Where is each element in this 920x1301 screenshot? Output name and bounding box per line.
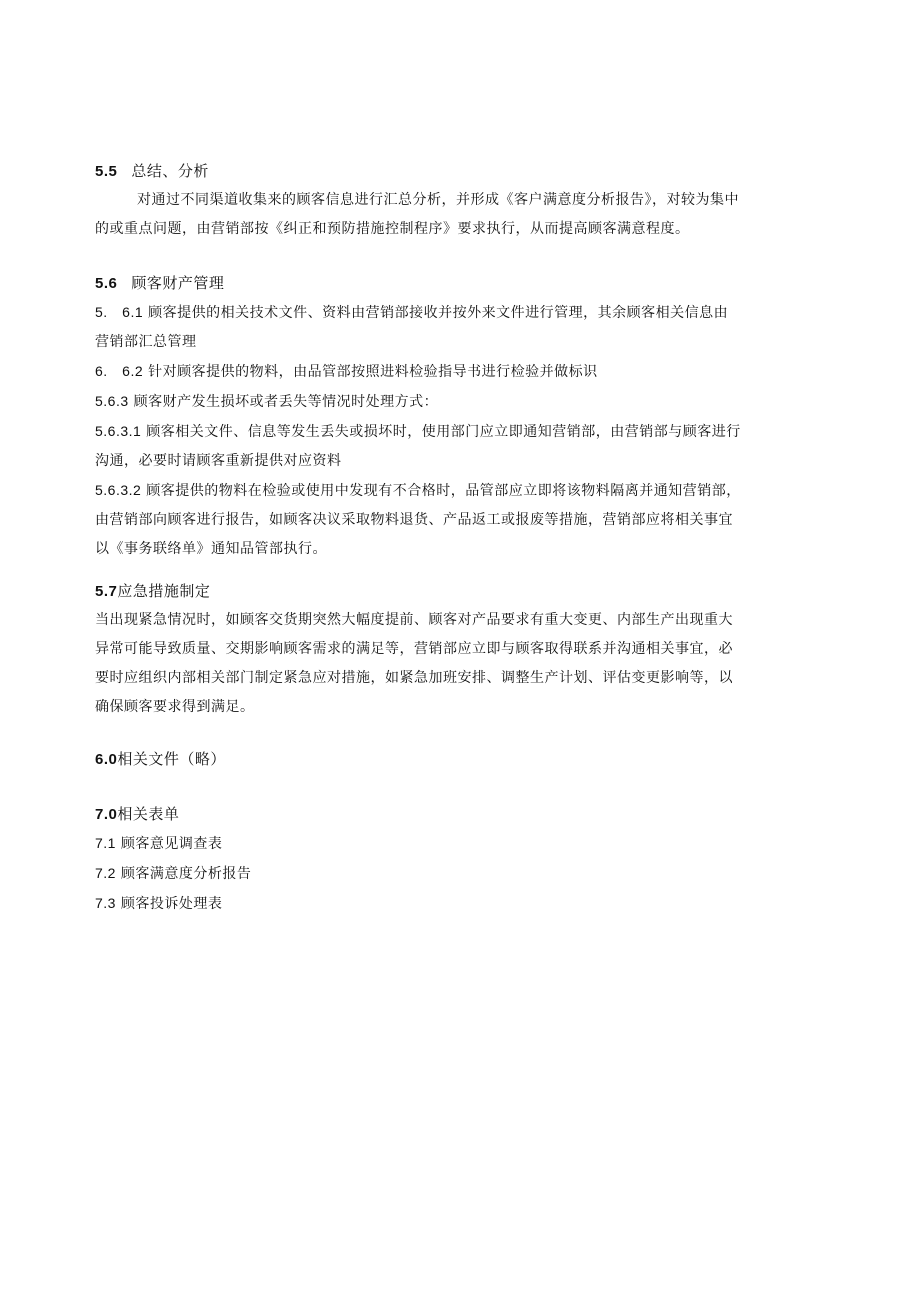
section-heading bbox=[95, 269, 845, 298]
item-number: 7.3 bbox=[95, 895, 116, 911]
paragraph-line: 异常可能导致质量、交期影响顾客需求的满足等，营销部应立即与顾客取得联系并沟通相关事宜，必 bbox=[95, 641, 733, 657]
section-number: 5.5 bbox=[95, 163, 118, 180]
item-text: 顾客意见调查表 bbox=[120, 836, 223, 852]
item-text: 顾客满意度分析报告 bbox=[120, 866, 252, 882]
paragraph-line bbox=[95, 298, 845, 328]
item-number: 5. 6.1 bbox=[95, 304, 144, 320]
section-6-0 bbox=[95, 745, 845, 774]
paragraph-line bbox=[95, 387, 845, 417]
list-item bbox=[95, 889, 845, 919]
item-number: 6. 6.2 bbox=[95, 363, 144, 379]
section-title: 相关文件（略） bbox=[117, 750, 226, 768]
paragraph-line bbox=[95, 357, 845, 387]
item-text: 顾客财产发生损坏或者丢失等情况时处理方式： bbox=[133, 394, 439, 410]
section-title: 顾客财产管理 bbox=[131, 274, 225, 292]
paragraph-line: 沟通，必要时请顾客重新提供对应资料 bbox=[95, 453, 342, 469]
paragraph-line: 营销部汇总管理 bbox=[95, 334, 197, 350]
section-heading bbox=[95, 745, 845, 774]
section-number: 7.0 bbox=[95, 806, 118, 823]
paragraph-line: 对通过不同渠道收集来的顾客信息进行汇总分析，并形成《客户满意度分析报告》，对较为集中 bbox=[137, 192, 739, 208]
item-number: 5.6.3.2 bbox=[95, 482, 142, 498]
section-5-5 bbox=[95, 157, 845, 244]
item-number: 7.1 bbox=[95, 835, 116, 851]
item-text: 顾客相关文件、信息等发生丢失或损坏时，使用部门应立即通知营销部，由营销部与顾客进行 bbox=[146, 424, 741, 440]
paragraph-line: 确保顾客要求得到满足。 bbox=[95, 699, 255, 715]
item-text: 顾客投诉处理表 bbox=[120, 896, 223, 912]
paragraph-line: 的或重点问题，由营销部按《纠正和预防措施控制程序》要求执行，从而提高顾客满意程度。 bbox=[95, 221, 690, 237]
item-text: 针对顾客提供的物料，由品管部按照进料检验指导书进行检验并做标识 bbox=[148, 364, 598, 380]
section-number: 6.0 bbox=[95, 751, 118, 768]
section-title: 相关表单 bbox=[117, 805, 180, 823]
paragraph-line: 由营销部向顾客进行报告，如顾客决议采取物料退货、产品返工或报废等措施，营销部应将相关事宜 bbox=[95, 512, 733, 528]
section-number: 5.7 bbox=[95, 583, 118, 600]
item-number: 5.6.3.1 bbox=[95, 423, 142, 439]
section-number: 5.6 bbox=[95, 275, 118, 292]
item-number: 7.2 bbox=[95, 865, 116, 881]
section-5-6 bbox=[95, 269, 845, 564]
item-text: 顾客提供的相关技术文件、资料由营销部接收并按外来文件进行管理，其余顾客相关信息由 bbox=[148, 305, 729, 321]
section-heading bbox=[95, 577, 845, 606]
list-item bbox=[95, 829, 845, 859]
section-title: 总结、分析 bbox=[131, 162, 209, 180]
section-7-0 bbox=[95, 800, 845, 919]
section-5-7 bbox=[95, 577, 845, 722]
paragraph-line: 当出现紧急情况时，如顾客交货期突然大幅度提前、顾客对产品要求有重大变更、内部生产出现重大 bbox=[95, 612, 733, 628]
item-text: 顾客提供的物料在检验或使用中发现有不合格时，品管部应立即将该物料隔离并通知营销部， bbox=[146, 483, 741, 499]
section-heading bbox=[95, 157, 845, 186]
paragraph-line bbox=[95, 417, 845, 447]
list-item bbox=[95, 859, 845, 889]
paragraph-line: 要时应组织内部相关部门制定紧急应对措施，如紧急加班安排、调整生产计划、评估变更影响等，以 bbox=[95, 670, 733, 686]
section-heading bbox=[95, 800, 845, 829]
section-title: 应急措施制定 bbox=[117, 582, 211, 600]
item-number: 5.6.3 bbox=[95, 393, 129, 409]
paragraph-line bbox=[95, 476, 845, 506]
paragraph-line: 以《事务联络单》通知品管部执行。 bbox=[95, 541, 327, 557]
